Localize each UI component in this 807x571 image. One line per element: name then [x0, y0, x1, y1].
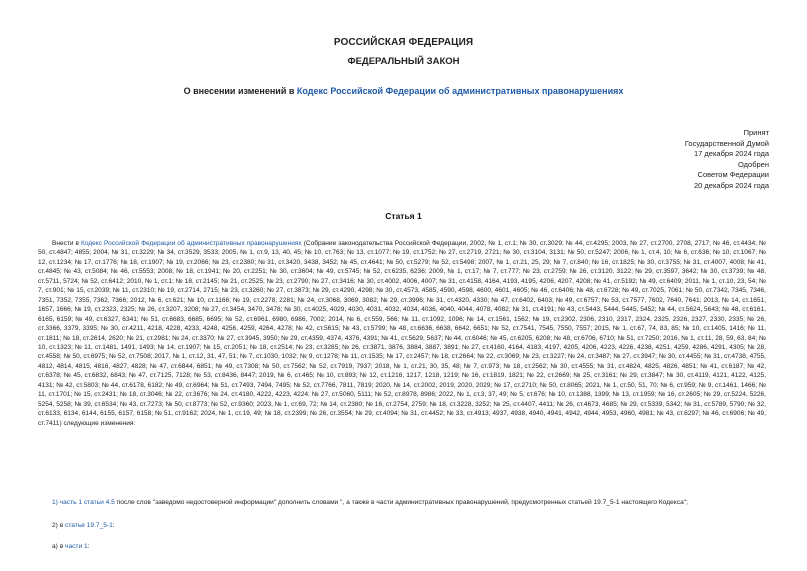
list-item-3 [52, 543, 89, 550]
article-intro-paragraph [38, 239, 766, 428]
council-label: Советом Федерации [697, 170, 769, 179]
item1-text: после слов "заведомо недостоверной информации" дополнить словами ", а также в части административных правонарушений, предусмотренных статьей 19.7_5-1 настоящего Кодекса"; [114, 499, 688, 506]
law-type-heading: ФЕДЕРАЛЬНЫЙ ЗАКОН [347, 56, 460, 67]
acceptance-block [685, 128, 769, 191]
intro-prefix: Внести в [52, 240, 82, 247]
list-item-2 [52, 522, 115, 529]
item2-suffix: : [112, 522, 115, 529]
accepted-label: Принят [743, 128, 769, 137]
law-title [0, 86, 807, 96]
item2-link[interactable]: статье 19.7_5-1 [65, 522, 113, 529]
intro-citations: (Собрание законодательства Российской Федерации, 2002, № 1, ст.1; № 30, ст.3029; № 44, ст.4295; 2003, № 27, ст.2700, 2708, 2717; № 46, ст.4434; № 50, ст.4847; 4855; 2004, № 31, ст.3229; № 34, ст.3529, 3533; 2005, № 1, ст.9, 13, 40, 45; № 10, ст.763; № 13, ст.1077; № 19, ст.1752; № 27, ст.2719, 2721; № 30, ст.3104, 3131; № 50, ст.5247; 2006, № 1, ст.4, 10; № 6, ст.636; № 10, ст.1067; № 12, ст.1234; № 17, ст.1776; № 18, ст.1907; № 19, ст.2066; № 23, ст.2380; № 31, ст.3420, 3438, 3452; № 45, ст.4641; № 50, ст.5279; № 52, ст.5498; 2007, № 1, ст.21, 25, 29; № 7, ст.840; № 16, ст.1825; № 30, ст.3755; № 31, ст.4007, 4008; № 41, ст.4845; № 43, ст.5084; № 46, ст.5553; 2008, № 18, ст.1941; № 20, ст.2251; № 30, ст.3604; № 49, ст.5745; № 52, ст.6235, 6236; 2009, № 1, ст.17; № 7, ст.777; № 23, ст.2759; № 26, ст.3120, 3122; № 29, ст.3597, 3642; № 30, ст.3739; № 48, ст.5711, 5724; № 52, ст.6412; 2010, № 1, ст.1; № 18, ст.2145; № 21, ст.2525; № 23, ст.2790; № 27, ст.3416; № 30, ст.4002, 4006, 4007; № 31, ст.4158, 4164, 4193, 4195, 4206, 4207, 4208; № 41, ст.5192; № 49, ст.6409; 2011, № 1, ст.10, 23, 54; № 7, ст.901; № 15, ст.2039; № 11, ст.2310; № 19, ст.2714, 2715; № 23, ст.3260; № 27, ст.3873; № 29, ст.4290, 4298; № 30, ст.4573, 4585, 4590, 4598, 4600, 4601, 4605; № 46, ст.6406; № 48, ст.6728; № 49, ст.7025, 7061; № 50, ст.7342, 7345, 7346, 7351, 7352, 7355, 7362, 7366; 2012, № 6, ст.621; № 10, ст.1166; № 19, ст.2278, 2281; № 24, ст.3068, 3069, 3082; № 29, ст.3996; № 31, ст.4320, 4330; № 47, ст.6402, 6403; № 49, ст.6757; № 53, ст.7577, 7602, 7640, 7641; 2013, № 14, ст.1651, 1657, 1666; № 19, ст.2323, 2325; № 26, ст.3207, 3208; № 27, ст.3454, 3470, 3478; № 30, ст.4025, 4029, 4030, 4031, 4032, 4034, 4036, 4040, 4044, 4078, 4082; № 31, ст.4191; № 43, ст.5443, 5444, 5445, 5452; № 44, ст.5624, 5643; № 48, ст.6161, 6165, 6159; № 49, ст.6327, 6341; № 51, ст.6683, 6685, 6695; № 52, ст.6961, 6980, 6986, 7002; 2014, № 6, ст.559, 566; № 11, ст.1092, 1096; № 14, ст.1561, 1562; № 19, ст.2302, 2306, 2310, 2317, 2324, 2325, 2326, 2327, 2330, 2335; № 26, ст.3366, 3379, 3395; № 30, ст.4211, 4218, 4228, 4233, 4248, 4256, 4259, 4264, 4278; № 42, ст.5615; № 43, ст.5799; № 48, ст.6636, 6638, 6642, 6651; № 52, ст.7541, 7545, 7550, 7557; 2015, № 1, ст.67, 74, 83, 85; № 10, ст.1405, 1416; № 11, ст.1811; № 18, ст.2614, 2620; № 21, ст.2981; № 24, ст.3370; № 27, ст.3945, 3950; № 29, ст.4359, 4374, 4376, 4391; № 41, ст.5629, 5637; № 44, ст.6046; № 45, ст.6205, 6208; № 48, ст.6706, 6710; № 51, ст.7250; 2016, № 1, ст.11, 28, 59, 63, 84; № 10, ст.1323; № 11, ст.1481, 1491, 1493; № 14, ст.1907; № 15, ст.2051; № 18, ст.2514; № 23, ст.3285; № 26, ст.3871, 3876, 3884, 3887, 3891; № 27, ст.4160, 4164, 4183, 4197, 4205, 4206, 4223, 4226, 4238, 4251, 4259, 4286, 4291, 4305; № 28, ст.4558; № 50, ст.6975; № 52, ст.7508; 2017, № 1, ст.12, 31, 47, 51; № 7, ст.1030, 1032; № 9, ст.1278; № 11, ст.1535; № 17, ст.2457; № 18, ст.2664; № 22, ст.3069; № 23, ст.3227; № 24, ст.3487; № 27, ст.3947; № 30, ст.4455; № 31, ст.4738, 4755, 4812, 4814, 4815, 4816, 4827, 4828; № 47, ст.6844, 6851; № 49, ст.7308; № 50, ст.7562; № 52, ст.7919, 7937; 2018, № 1, ст.21, 30, 35, 48; № 7, ст.973; № 18, ст.2562; № 30, ст.4555; № 31, ст.4824, 4825, 4826, 4851; № 41, ст.6187; № 42, ст.6378; № 45, ст.6832, 6843; № 47, ст.7125, 7128; № 53, ст.8436, 8447; 2019, № 6, ст.465; № 10, ст.893; № 12, ст.1216, 1217, 1218, 1219; № 16, ст.1819, 1821; № 22, ст.2669; № 25, ст.3161; № 29, ст.3847; № 30, ст.4119, 4121, 4122, 4125, 4131; № 42, ст.5803; № 44, ст.6178, 6182; № 49, ст.6964; № 51, ст.7493, 7494, 7495; № 52, ст.7766, 7811, 7819; 2020, № 14, ст.2002, 2019, 2020, 2029; № 17, ст.2710; № 50, ст.8065; 2021, № 1, ст.50, 51, 70; № 6, ст.959; № 9, ст.1461, 1466; № 11, ст.1701; № 15, ст.2431; № 18, ст.3046; № 22, ст.3676; № 24, ст.4180, 4222, 4223, 4224; № 27, ст.5060, 5111; № 52, ст.8978, 8986; 2022, № 1, ст.3, 37, 49; № 5, ст.676; № 10, ст.1388, 1399; № 13, ст.1959; № 16, ст.2605; № 29, ст.5224, 5226, 5254, 5258; № 39, ст.6534; № 43, ст.7273; № 50, ст.8773; № 52, ст.9360; 2023, № 1, ст.69, 72; № 14, ст.2380; № 16, ст.2754, 2759; № 18, ст.3228, 3252; № 25, ст.4407, 4411; № 26, ст.4673, 4685; № 29, ст.5339, 5342; № 31, ст.5789, 5790; № 32, ст.6133, 6134, 6144, 6155, 6157, 6158; № 51, ст.9162; 2024, № 1, ст.19, 49; № 18, ст.2399; № 26, ст.3554; № 29, ст.4094; № 31, ст.4452; № 33, ст.4913, 4937, 4938, 4940, 4941, 4942, 4944, 4953, 4960, 4981; № 43, ст.6297; № 46, ст.6906; № 49, ст.7411) следующие изменения: [38, 240, 766, 427]
approved-label: Одобрен [738, 159, 769, 169]
item1-link[interactable]: 1) часть 1 статьи 4.5 [52, 499, 115, 506]
item2-prefix: 2) в [52, 522, 66, 529]
item3-prefix: а) в [52, 543, 66, 550]
council-date: 20 декабря 2024 года [693, 180, 769, 190]
law-title-prefix: О внесении изменений в [183, 86, 297, 96]
article-title: Статья 1 [385, 211, 422, 221]
federation-heading: РОССИЙСКАЯ ФЕДЕРАЦИЯ [333, 37, 474, 48]
intro-codex-link[interactable]: Кодекс Российской Федерации об административных правонарушениях [81, 240, 302, 247]
duma-label: Государственной Думой [684, 138, 769, 148]
codex-link[interactable]: Кодекс Российской Федерации об административных правонарушениях [296, 86, 624, 96]
list-item-1 [52, 499, 688, 506]
item3-suffix: : [87, 543, 90, 550]
item3-link[interactable]: части 1 [65, 543, 88, 550]
duma-date: 17 декабря 2024 года [693, 149, 769, 158]
